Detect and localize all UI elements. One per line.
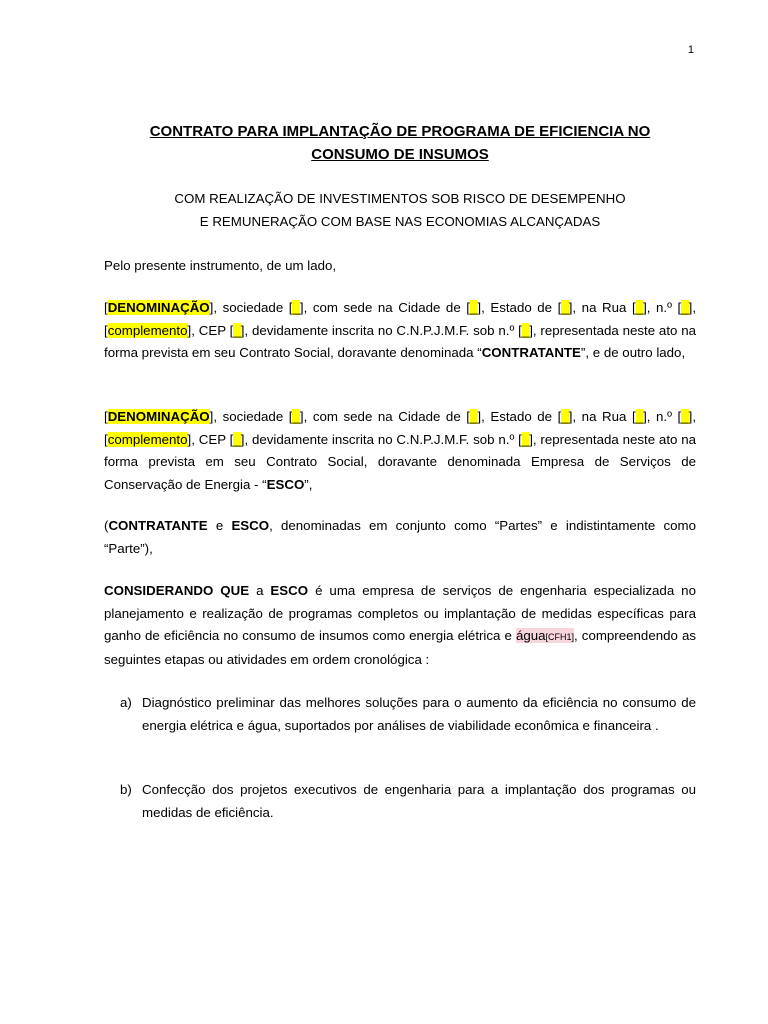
text: ], com sede na Cidade de [ <box>299 300 470 315</box>
text: ], na Rua [ <box>568 409 636 424</box>
text: , compreendendo as seguintes etapas ou atividades em ordem cronológica : <box>104 628 696 667</box>
party2-paragraph <box>104 406 696 496</box>
text: ], com sede na Cidade de [ <box>299 409 470 424</box>
text: ], n.º [ <box>643 300 682 315</box>
list-item-text: Confecção dos projetos executivos de engenharia para a implantação dos programas ou medidas de eficiência. <box>142 782 696 820</box>
comment-reference[interactable]: [CFH1] <box>545 632 575 642</box>
complemento-placeholder: complemento <box>107 431 188 447</box>
considering-paragraph <box>104 580 696 671</box>
text: ], sociedade [ <box>209 409 293 424</box>
bracket: [ <box>104 409 108 424</box>
party1-paragraph <box>104 297 696 365</box>
list-item <box>120 779 696 824</box>
blank-placeholder: _ <box>635 300 644 315</box>
parties-definition-paragraph <box>104 515 696 560</box>
complemento-placeholder: complemento <box>107 322 188 338</box>
text: a <box>249 583 271 598</box>
text: ”, e de outro lado, <box>580 345 686 360</box>
denominacao-placeholder: DENOMINAÇÃO <box>107 409 210 424</box>
text: e <box>207 518 232 533</box>
text: , denominadas em conjunto como “Partes” e indistintamente como “Parte”), <box>104 518 696 556</box>
subtitle-line-1: COM REALIZAÇÃO DE INVESTIMENTOS SOB RISCO DE DESEMPENHO <box>174 191 626 206</box>
text: ], representada neste ato na forma prevista em seu Contrato Social, doravante denominada “ <box>104 322 697 360</box>
blank-placeholder: _ <box>469 409 478 424</box>
text: é uma empresa de serviços de engenharia especializada no planejamento e realização de programas completos ou implantação de medidas específicas para ganho de eficiência no consumo de insumos como energia elétrica e <box>104 583 696 643</box>
subtitle-line-2: E REMUNERAÇÃO COM BASE NAS ECONOMIAS ALCANÇADAS <box>199 214 601 229</box>
title-line-1: CONTRATO PARA IMPLANTAÇÃO DE PROGRAMA DE EFICIENCIA NO <box>149 123 651 140</box>
blank-placeholder: _ <box>521 431 530 447</box>
list-marker: a) <box>120 695 132 710</box>
text: ], devidamente inscrita no C.N.P.J.M.F. sob n.º [ <box>240 322 522 338</box>
blank-placeholder: _ <box>635 409 644 424</box>
role-contratante: CONTRATANTE <box>481 345 581 360</box>
term-esco: ESCO <box>270 583 309 598</box>
text: ( <box>104 518 109 533</box>
list-marker: b) <box>120 782 132 797</box>
blank-placeholder: _ <box>292 409 300 424</box>
intro-paragraph: Pelo presente instrumento, de um lado, <box>104 258 337 273</box>
blank-placeholder: _ <box>233 322 241 338</box>
text: ”, <box>304 476 313 492</box>
text: ], representada neste ato na forma prevista em seu Contrato Social, doravante denominada Empresa de Serviços de Conservação de Energia - “ <box>104 431 697 492</box>
text: ], na Rua [ <box>568 300 636 315</box>
text: ], sociedade [ <box>209 300 293 315</box>
blank-placeholder: _ <box>561 300 569 315</box>
role-esco: ESCO <box>266 476 305 492</box>
blank-placeholder: _ <box>681 300 689 315</box>
text: ], [ <box>104 409 697 447</box>
text: ], CEP [ <box>187 431 234 447</box>
term-esco: ESCO <box>231 518 270 533</box>
blank-placeholder: _ <box>561 409 569 424</box>
blank-placeholder: _ <box>681 409 689 424</box>
blank-placeholder: _ <box>233 431 241 447</box>
blank-placeholder: _ <box>469 300 478 315</box>
denominacao-placeholder: DENOMINAÇÃO <box>107 300 210 315</box>
list-item <box>120 692 696 737</box>
commented-word[interactable] <box>516 628 574 643</box>
document-title <box>104 120 696 166</box>
page-number: 1 <box>687 44 694 56</box>
text: ], CEP [ <box>187 322 234 338</box>
term-contratante: CONTRATANTE <box>108 518 208 533</box>
bracket: [ <box>104 300 108 315</box>
text: ], Estado de [ <box>477 300 562 315</box>
document-subtitle <box>104 187 696 233</box>
commented-word-text: água <box>515 628 546 643</box>
text: ], n.º [ <box>643 409 682 424</box>
blank-placeholder: _ <box>521 322 530 338</box>
title-line-2: CONSUMO DE INSUMOS <box>311 146 489 163</box>
list-item-text: Diagnóstico preliminar das melhores soluções para o aumento da eficiência no consumo de energia elétrica e água, suportados por análises de viabilidade econômica e financeira . <box>142 695 696 733</box>
text: ], [ <box>104 300 697 338</box>
text: ], devidamente inscrita no C.N.P.J.M.F. sob n.º [ <box>240 431 522 447</box>
blank-placeholder: _ <box>292 300 300 315</box>
text: ], Estado de [ <box>477 409 562 424</box>
considering-lead: CONSIDERANDO QUE <box>104 583 250 598</box>
